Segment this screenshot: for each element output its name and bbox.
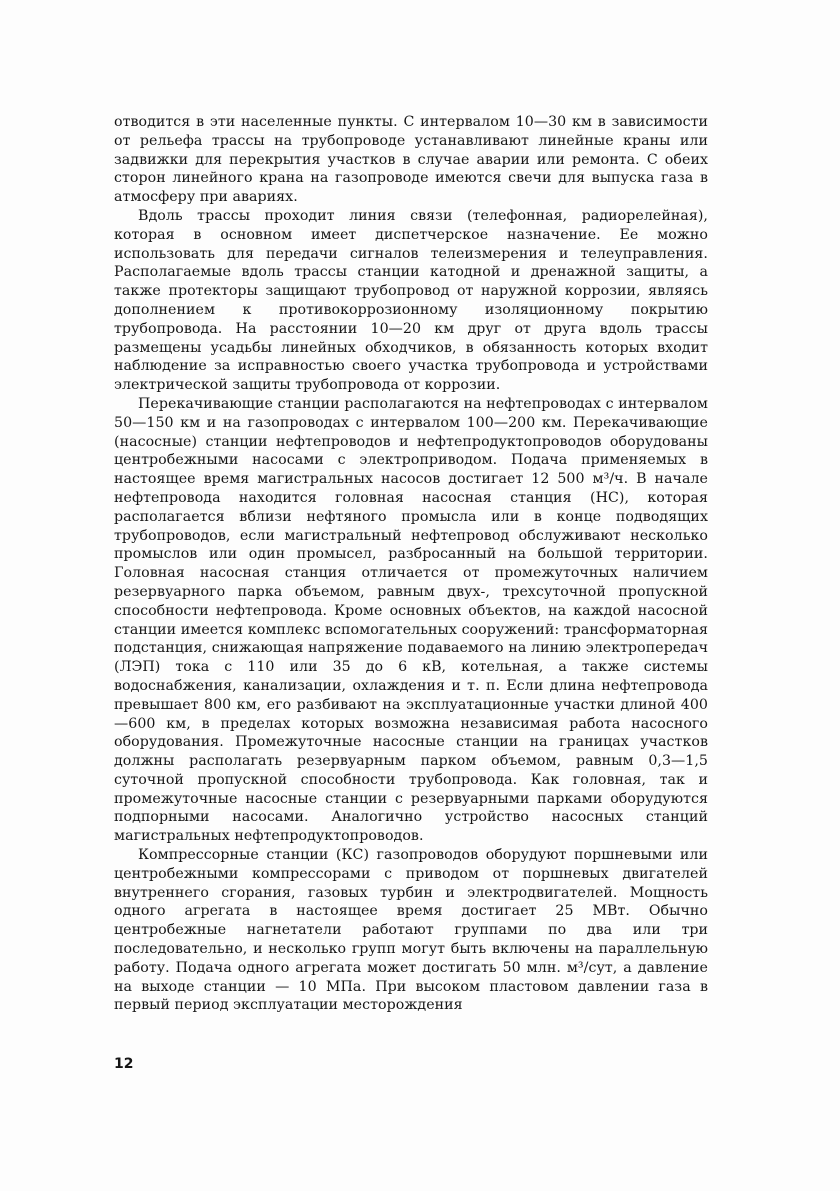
paragraph-3: Перекачивающие станции располагаются на нефтепроводах с интервалом 50—150 км и на газопроводах с интервалом 100—200 км. Перекачивающие (насосные) станции нефтепроводов и нефтепродуктопроводов оборудованы центробежными насосами с электроприводом. Подача применяемых в настоящее время магистральных насосов достигает 12 500 м³/ч. В начале нефтепровода находится головная насосная станция (НС), которая располагается вблизи нефтяного промысла или в конце подводящих трубопроводов, если магистральный нефтепровод обслуживают несколько промыслов или один промысел, разбросанный на большой территории. Головная насосная станция отличается от промежуточных наличием резервуарного парка объемом, равным двух-, трехсуточной пропускной способности нефтепровода. Кроме основных объектов, на каждой насосной станции имеется комплекс вспомогательных сооружений: трансформаторная подстанция, снижающая напряжение подаваемого на линию электропередач (ЛЭП) тока с 110 или 35 до 6 кВ, котельная, а также системы водоснабжения, канализации, охлаждения и т. п. Если длина нефтепровода превышает 800 км, его разбивают на эксплуатационные участки длиной 400—600 км, в пределах которых возможна независимая работа насосного оборудования. Промежуточные насосные станции на границах участков должны располагать резервуарным парком объемом, равным 0,3—1,5 суточной пропускной способности трубопровода. Как головная, так и промежуточные насосные станции с резервуарными парками оборудуются подпорными насосами. Аналогично устройство насосных станций магистральных нефтепродуктопроводов. [114,395,708,845]
page-number: 12 [114,1056,134,1072]
paragraph-4: Компрессорные станции (КС) газопроводов оборудуют поршневыми или центробежными компрессорами с приводом от поршневых двигателей внутреннего сгорания, газовых турбин и электродвигателей. Мощность одного агрегата в настоящее время достигает 25 МВт. Обычно центробежные нагнетатели работают группами по два или три последовательно, и несколько групп могут быть включены на параллельную работу. Подача одного агрегата может достигать 50 млн. м³/сут, а давление на выходе станции — 10 МПа. При высоком пластовом давлении газа в первый период эксплуатации месторождения [114,847,708,1014]
body-text [114,113,708,1015]
paragraph-2: Вдоль трассы проходит линия связи (телефонная, радиорелейная), которая в основном имеет диспетчерское назначение. Ее можно использовать для передачи сигналов телеизмерения и телеуправления. Располагаемые вдоль трассы станции катодной и дренажной защиты, а также протекторы защищают трубопровод от наружной коррозии, являясь дополнением к противокоррозионному изоляционному покрытию трубопровода. На расстоянии 10—20 км друг от друга вдоль трассы размещены усадьбы линейных обходчиков, в обязанность которых входит наблюдение за исправностью своего участка трубопровода и устройствами электрической защиты трубопровода от коррозии. [114,207,708,394]
paragraph-1: отводится в эти населенные пункты. С интервалом 10—30 км в зависимости от рельефа трассы на трубопроводе устанавливают линейные краны или задвижки для перекрытия участков в случае аварии или ремонта. С обеих сторон линейного крана на газопроводе имеются свечи для выпуска газа в атмосферу при авариях. [114,114,708,206]
